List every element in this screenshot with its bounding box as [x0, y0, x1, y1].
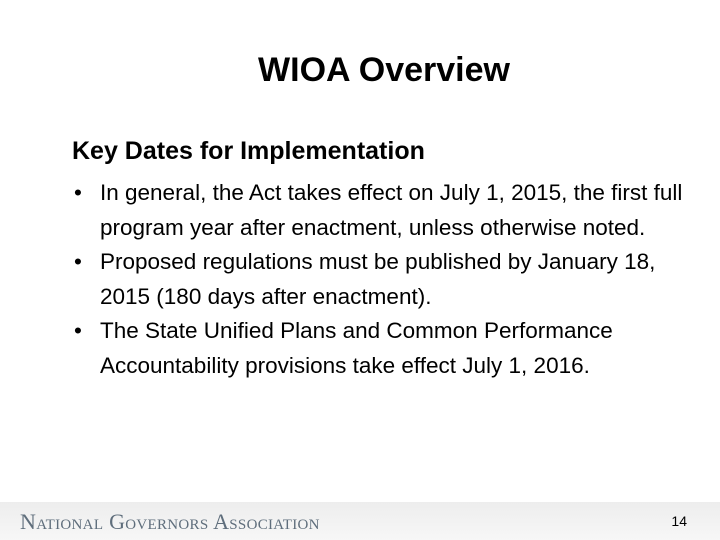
- bullet-text: The State Unified Plans and Common Performance Accountability provisions take effect July 1, 2016.: [100, 318, 613, 378]
- bullet-item: [72, 245, 692, 314]
- bullet-item: [72, 314, 692, 383]
- bullet-text: Proposed regulations must be published by January 18, 2015 (180 days after enactment).: [100, 249, 656, 309]
- footer-organization-logo: National Governors Association: [20, 509, 320, 534]
- bullet-icon: •: [74, 318, 82, 343]
- slide-title: WIOA Overview: [258, 51, 510, 89]
- slide-subtitle: Key Dates for Implementation: [72, 137, 425, 165]
- bullet-icon: •: [74, 249, 82, 274]
- bullet-item: [72, 176, 692, 245]
- bullet-icon: •: [74, 180, 82, 205]
- bullet-list: [72, 176, 692, 383]
- page-number: 14: [671, 513, 687, 529]
- bullet-text: In general, the Act takes effect on July 1, 2015, the first full program year after enactment, unless otherwise noted.: [100, 180, 683, 240]
